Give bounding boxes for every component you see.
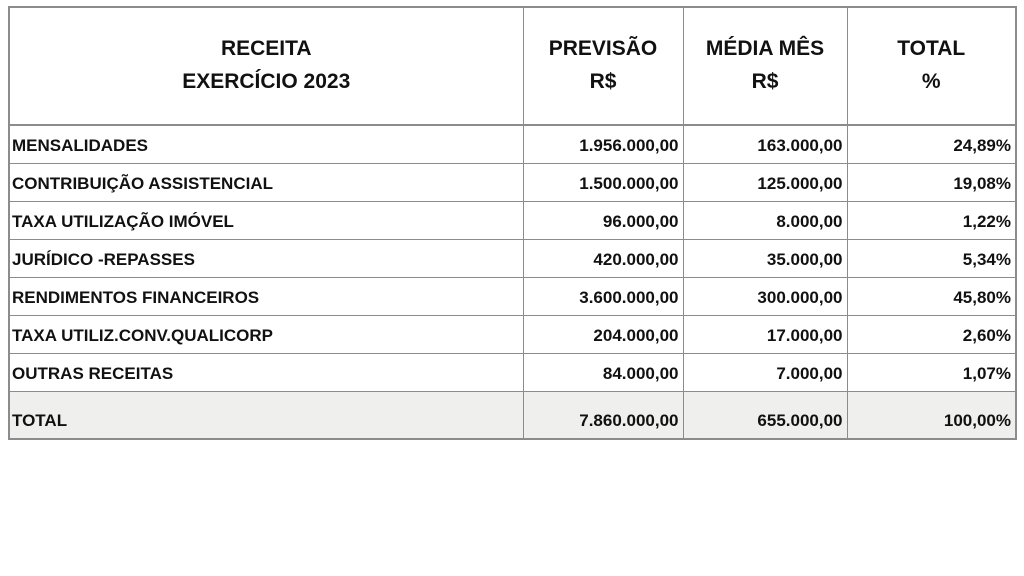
header-previsao-line2: R$ [589,70,617,93]
total-row-label: TOTAL [9,391,523,439]
total-media-mes-value: 655.000,00 [683,391,847,439]
total-total-pct-value: 100,00% [847,391,1016,439]
row-media-mes-value: 7.000,00 [683,353,847,391]
row-total-pct-value: 5,34% [847,239,1016,277]
header-total-pct [847,7,1016,125]
row-previsao-value: 1.500.000,00 [523,163,683,201]
row-label: MENSALIDADES [9,125,523,163]
header-media-mes-line1: MÉDIA MÊS [705,37,825,61]
row-media-mes-value: 163.000,00 [683,125,847,163]
row-total-pct-value: 45,80% [847,277,1016,315]
row-label: OUTRAS RECEITAS [9,353,523,391]
table-row-contribuicao-assistencial [9,163,1016,201]
table-row-juridico-repasses [9,239,1016,277]
row-label: RENDIMENTOS FINANCEIROS [9,277,523,315]
row-previsao-value: 84.000,00 [523,353,683,391]
table-row-taxa-utilizacao-imovel [9,201,1016,239]
row-label: TAXA UTILIZ.CONV.QUALICORP [9,315,523,353]
header-receita-line2: EXERCÍCIO 2023 [182,70,351,93]
header-previsao [523,7,683,125]
table-row-rendimentos-financeiros [9,277,1016,315]
row-media-mes-value: 17.000,00 [683,315,847,353]
row-previsao-value: 420.000,00 [523,239,683,277]
table-total-row [9,391,1016,439]
row-total-pct-value: 19,08% [847,163,1016,201]
header-receita-line1: RECEITA [220,37,312,61]
total-previsao-value: 7.860.000,00 [523,391,683,439]
header-receita-exercicio [9,7,523,125]
table-row-outras-receitas [9,353,1016,391]
row-previsao-value: 1.956.000,00 [523,125,683,163]
row-previsao-value: 3.600.000,00 [523,277,683,315]
header-previsao-line1: PREVISÃO [548,37,658,61]
row-total-pct-value: 1,22% [847,201,1016,239]
header-total-pct-line2: % [921,70,941,93]
row-media-mes-value: 300.000,00 [683,277,847,315]
row-total-pct-value: 2,60% [847,315,1016,353]
table-row-taxa-utiliz-conv-qualicorp [9,315,1016,353]
row-label: TAXA UTILIZAÇÃO IMÓVEL [9,201,523,239]
row-previsao-value: 204.000,00 [523,315,683,353]
row-total-pct-value: 1,07% [847,353,1016,391]
header-media-mes [683,7,847,125]
table-row-mensalidades [9,125,1016,163]
row-total-pct-value: 24,89% [847,125,1016,163]
table-header-row [9,7,1016,125]
header-total-pct-line1: TOTAL [897,37,966,61]
row-label: CONTRIBUIÇÃO ASSISTENCIAL [9,163,523,201]
row-label: JURÍDICO -REPASSES [9,239,523,277]
row-previsao-value: 96.000,00 [523,201,683,239]
row-media-mes-value: 125.000,00 [683,163,847,201]
receita-exercicio-2023-table [8,6,1017,440]
row-media-mes-value: 35.000,00 [683,239,847,277]
row-media-mes-value: 8.000,00 [683,201,847,239]
header-media-mes-line2: R$ [751,70,779,93]
